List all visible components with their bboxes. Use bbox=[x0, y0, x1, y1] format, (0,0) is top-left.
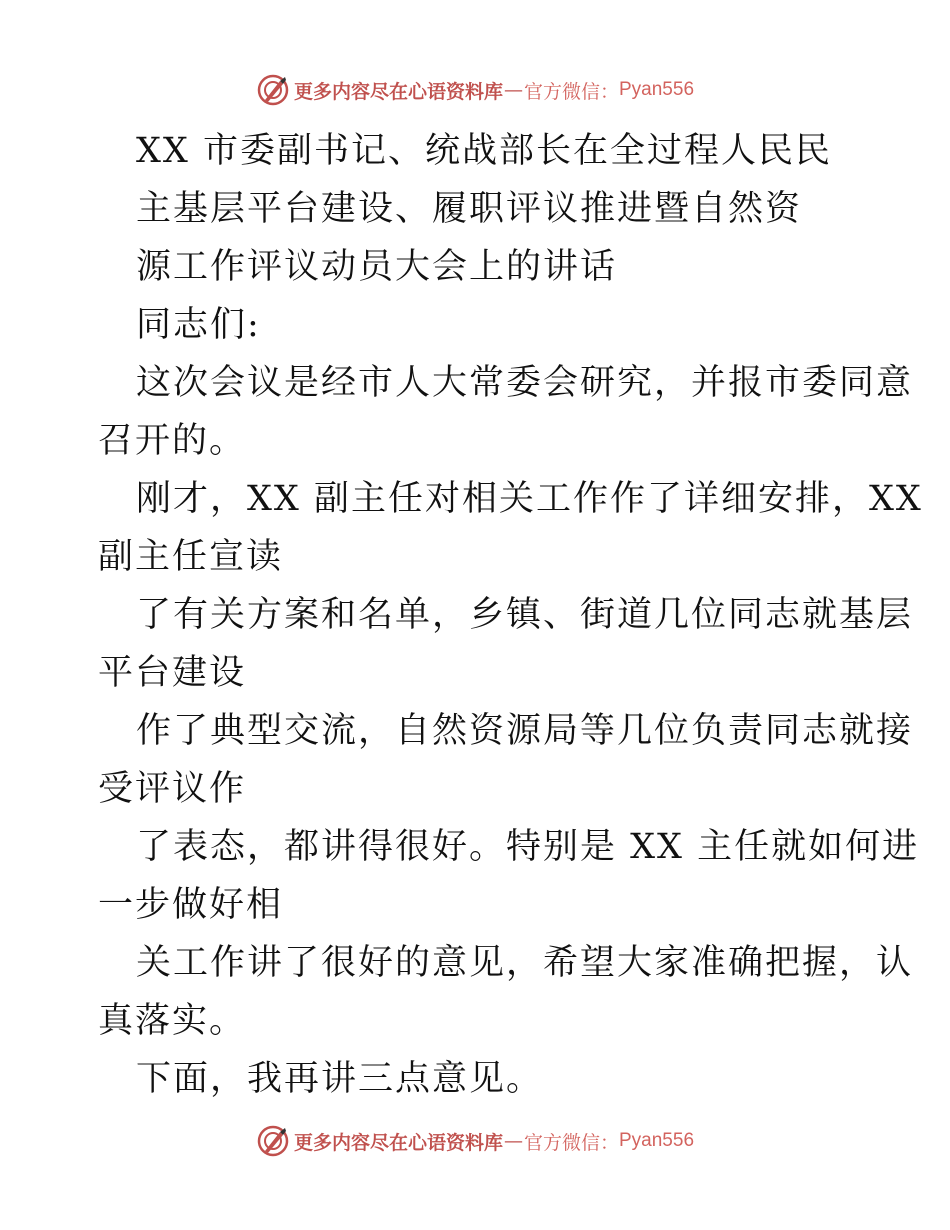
banner-site-text: 更多内容尽在心语资料库 bbox=[293, 80, 503, 103]
paragraph-line: 下面，我再讲三点意见。 bbox=[136, 1059, 544, 1099]
banner-dash: — bbox=[503, 1130, 523, 1152]
pen-logo-icon bbox=[256, 1124, 290, 1158]
paragraph-line: 真落实。 bbox=[98, 1001, 247, 1041]
title-line: XX 市委副书记、统战部长在全过程人民民 bbox=[136, 131, 832, 171]
banner-wechat-id: Pyan556 bbox=[619, 1130, 695, 1151]
banner-wechat-id: Pyan556 bbox=[619, 79, 695, 100]
banner-wechat-label: 官方微信： bbox=[523, 1131, 619, 1154]
pen-logo-icon bbox=[256, 73, 290, 107]
paragraph-line: 召开的。 bbox=[98, 421, 247, 461]
document-body bbox=[98, 122, 923, 1108]
paragraph-line: 平台建设 bbox=[98, 653, 247, 693]
banner-dash: — bbox=[503, 79, 523, 101]
paragraph-line: 了有关方案和名单，乡镇、街道几位同志就基层 bbox=[136, 595, 914, 635]
banner-site-text: 更多内容尽在心语资料库 bbox=[293, 1131, 503, 1154]
paragraph-line: 作了典型交流，自然资源局等几位负责同志就接 bbox=[136, 711, 914, 751]
footer-banner bbox=[0, 1121, 950, 1161]
paragraph-line: 了表态，都讲得很好。特别是 XX 主任就如何进 bbox=[136, 827, 920, 867]
paragraph-line: 刚才，XX 副主任对相关工作作了详细安排，XX bbox=[136, 479, 923, 519]
paragraph-line: 受评议作 bbox=[98, 769, 247, 809]
paragraph-line: 这次会议是经市人大常委会研究，并报市委同意 bbox=[136, 363, 914, 403]
paragraph-line: 副主任宣读 bbox=[98, 537, 284, 577]
title-line: 源工作评议动员大会上的讲话 bbox=[136, 247, 618, 287]
banner-wechat-label: 官方微信： bbox=[523, 80, 619, 103]
paragraph-line: 一步做好相 bbox=[98, 885, 284, 925]
title-line: 主基层平台建设、履职评议推进暨自然资 bbox=[136, 189, 803, 229]
salutation: 同志们: bbox=[136, 305, 261, 345]
header-banner bbox=[0, 70, 950, 110]
paragraph-line: 关工作讲了很好的意见，希望大家准确把握，认 bbox=[136, 943, 914, 983]
